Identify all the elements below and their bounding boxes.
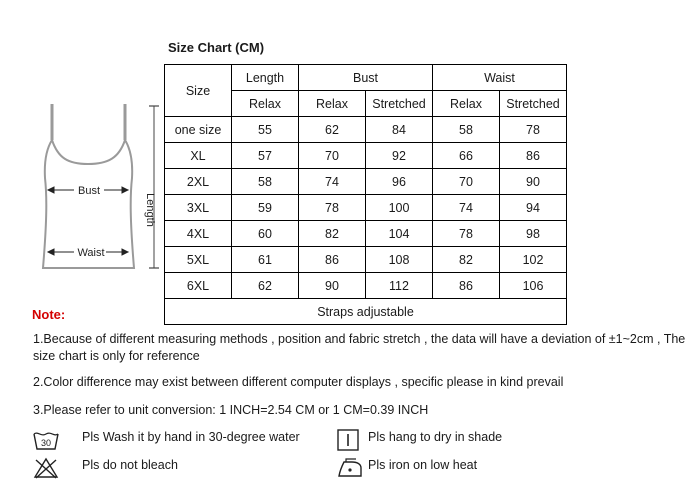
care-wash: [32, 428, 352, 454]
table-row: [165, 117, 567, 143]
table-row: [165, 143, 567, 169]
table-cell: 98: [500, 221, 567, 247]
table-footer-row: [165, 299, 567, 325]
table-cell: 70: [299, 143, 366, 169]
table-cell: XL: [165, 143, 232, 169]
table-cell: 104: [366, 221, 433, 247]
table-row: [165, 273, 567, 299]
table-cell: 70: [433, 169, 500, 195]
header-size: Size: [165, 65, 232, 117]
table-cell: 58: [232, 169, 299, 195]
table-cell: 61: [232, 247, 299, 273]
table-cell: 90: [500, 169, 567, 195]
table-cell: 92: [366, 143, 433, 169]
table-cell: 94: [500, 195, 567, 221]
table-cell: 108: [366, 247, 433, 273]
table-cell: 6XL: [165, 273, 232, 299]
hang-dry-shade-icon: [336, 428, 360, 452]
care-dry-text: Pls hang to dry in shade: [368, 430, 503, 444]
table-cell: 78: [299, 195, 366, 221]
hand-wash-icon: [32, 428, 60, 452]
header-length: Length: [232, 65, 299, 91]
table-cell: 112: [366, 273, 433, 299]
table-cell: 59: [232, 195, 299, 221]
care-iron: [336, 456, 636, 482]
note-item: 1.Because of different measuring methods , position and fabric stretch , the data will have a deviation of ±1~2cm , The size chart is only for reference: [33, 332, 686, 363]
table-cell: 5XL: [165, 247, 232, 273]
care-bleach: [32, 456, 352, 482]
note-item: 2.Color difference may exist between different computer displays , specific please in kind prevail: [33, 375, 564, 389]
camisole-figure: [38, 100, 163, 275]
table-cell: 62: [299, 117, 366, 143]
table-cell: 4XL: [165, 221, 232, 247]
care-dry: [336, 428, 636, 454]
care-bleach-text: Pls do not bleach: [82, 458, 178, 472]
table-row: [165, 247, 567, 273]
header-waist: Waist: [433, 65, 567, 91]
subheader-bust-relax: Relax: [299, 91, 366, 117]
table-cell: 57: [232, 143, 299, 169]
care-iron-text: Pls iron on low heat: [368, 458, 478, 472]
length-label: Length: [144, 193, 156, 227]
table-cell: 55: [232, 117, 299, 143]
table-cell: 58: [433, 117, 500, 143]
bust-label: Bust: [77, 185, 101, 197]
subheader-bust-stretched: Stretched: [366, 91, 433, 117]
table-cell: 86: [500, 143, 567, 169]
table-cell: 60: [232, 221, 299, 247]
table-cell: 100: [366, 195, 433, 221]
table-row: [165, 221, 567, 247]
subheader-length-relax: Relax: [232, 91, 299, 117]
table-cell: 86: [299, 247, 366, 273]
table-cell: 78: [500, 117, 567, 143]
table-cell: 62: [232, 273, 299, 299]
table-cell: 82: [299, 221, 366, 247]
note-label: Note:: [32, 307, 66, 322]
table-cell: 74: [433, 195, 500, 221]
iron-low-heat-icon: [336, 456, 364, 480]
note-item: 3.Please refer to unit conversion: 1 INCH=2.54 CM or 1 CM=0.39 INCH: [33, 403, 429, 417]
table-cell: 66: [433, 143, 500, 169]
table-cell: 82: [433, 247, 500, 273]
table-cell: 74: [299, 169, 366, 195]
wash-temperature: 30: [40, 438, 52, 448]
table-cell: 86: [433, 273, 500, 299]
table-cell: 90: [299, 273, 366, 299]
care-wash-text: Pls Wash it by hand in 30-degree water: [82, 430, 300, 444]
table-cell: 84: [366, 117, 433, 143]
no-bleach-icon: [32, 456, 60, 480]
table-cell: 96: [366, 169, 433, 195]
subheader-waist-stretched: Stretched: [500, 91, 567, 117]
table-cell: one size: [165, 117, 232, 143]
table-header-row: [165, 65, 567, 91]
waist-label: Waist: [77, 247, 105, 259]
table-cell: 3XL: [165, 195, 232, 221]
table-cell: 106: [500, 273, 567, 299]
straps-note: Straps adjustable: [165, 299, 567, 325]
size-table: [164, 64, 567, 325]
table-row: [165, 169, 567, 195]
table-cell: 78: [433, 221, 500, 247]
table-cell: 2XL: [165, 169, 232, 195]
table-cell: 102: [500, 247, 567, 273]
subheader-waist-relax: Relax: [433, 91, 500, 117]
table-row: [165, 195, 567, 221]
header-bust: Bust: [299, 65, 433, 91]
size-chart-title: Size Chart (CM): [168, 40, 265, 55]
